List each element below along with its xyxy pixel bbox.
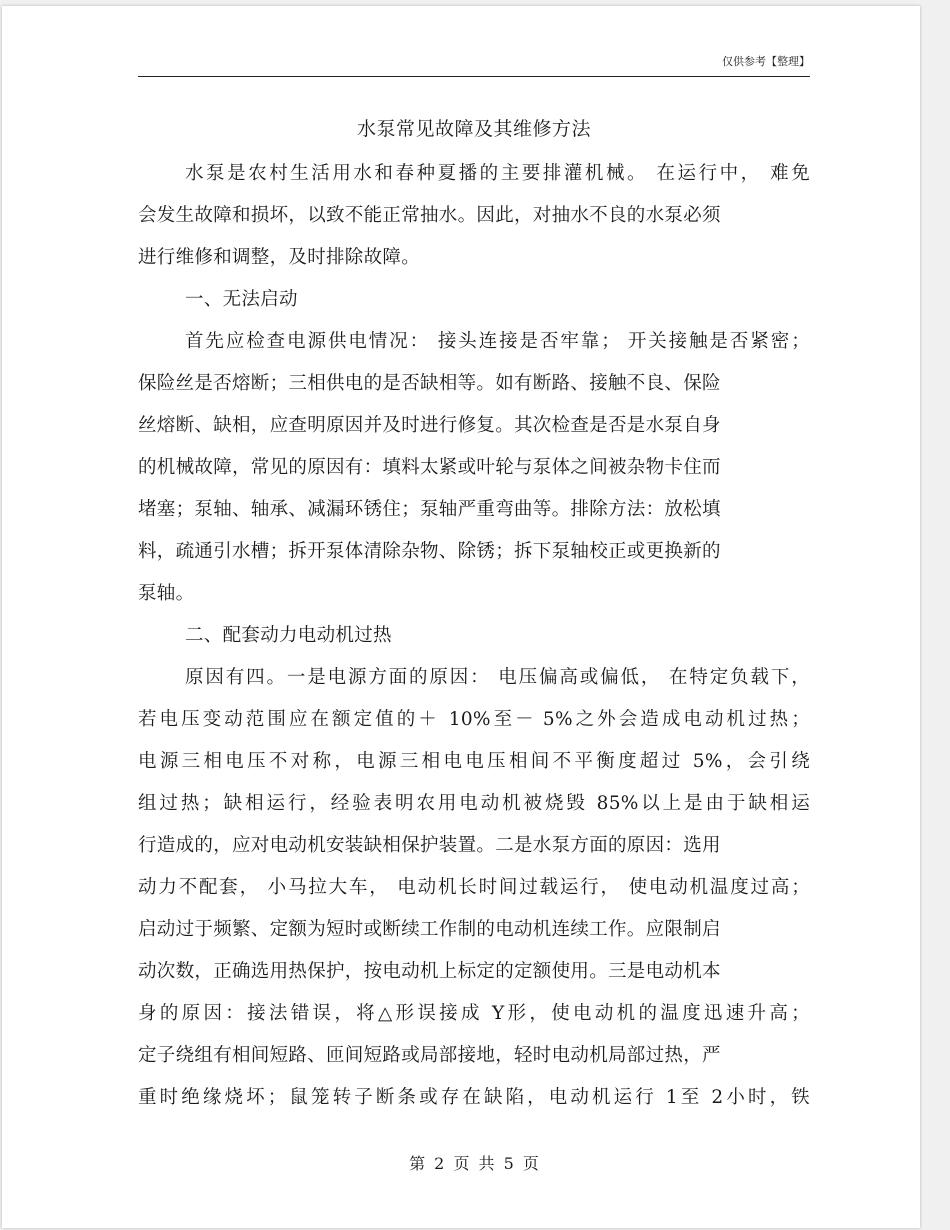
text-line: 定子绕组有相间短路、匝间短路或局部接地，轻时电动机局部过热，严 bbox=[138, 1045, 721, 1066]
text-line: 若电压变动范围应在额定值的＋ 10%至－ 5%之外会造成电动机过热； bbox=[138, 709, 810, 730]
text-line: 进行维修和调整，及时排除故障。 bbox=[138, 247, 421, 268]
text-line: 一、无法启动 bbox=[185, 289, 298, 310]
text-line: 料，疏通引水槽；拆开泵体清除杂物、除锈；拆下泵轴校正或更换新的 bbox=[138, 541, 721, 562]
text-line: 动次数，正确选用热保护，按电动机上标定的定额使用。三是电动机本 bbox=[138, 961, 721, 982]
document-body bbox=[138, 153, 810, 1119]
text-line: 首先应检查电源供电情况： 接头连接是否牢靠； 开关接触是否紧密； bbox=[185, 331, 810, 352]
text-line: 二、配套动力电动机过热 bbox=[185, 625, 392, 646]
page-header: 仅供参考【整理】 bbox=[138, 52, 810, 77]
text-line: 行造成的，应对电动机安装缺相保护装置。二是水泵方面的原因：选用 bbox=[138, 835, 721, 856]
text-line: 身的原因：接法错误，将△形误接成 Y形，使电动机的温度迅速升高； bbox=[138, 1003, 810, 1024]
text-line: 组过热；缺相运行，经验表明农用电动机被烧毁 85%以上是由于缺相运 bbox=[138, 793, 810, 814]
text-line: 重时绝缘烧坏；鼠笼转子断条或存在缺陷，电动机运行 1至 2小时，铁 bbox=[138, 1087, 810, 1108]
text-line: 电源三相电压不对称，电源三相电电压相间不平衡度超过 5%，会引绕 bbox=[138, 751, 810, 772]
text-line: 泵轴。 bbox=[138, 583, 195, 604]
text-line: 启动过于频繁、定额为短时或断续工作制的电动机连续工作。应限制启 bbox=[138, 919, 721, 940]
text-line: 的机械故障，常见的原因有：填料太紧或叶轮与泵体之间被杂物卡住而 bbox=[138, 457, 721, 478]
page-footer: 第 2 页 共 5 页 bbox=[409, 1154, 539, 1173]
text-line: 原因有四。一是电源方面的原因： 电压偏高或偏低， 在特定负载下， bbox=[185, 667, 810, 688]
text-line: 保险丝是否熔断；三相供电的是否缺相等。如有断路、接触不良、保险 bbox=[138, 373, 721, 394]
text-line: 动力不配套， 小马拉大车， 电动机长时间过载运行， 使电动机温度过高； bbox=[138, 877, 810, 898]
text-line: 会发生故障和损坏，以致不能正常抽水。因此，对抽水不良的水泵必须 bbox=[138, 205, 721, 226]
text-line: 水泵是农村生活用水和春种夏播的主要排灌机械。 在运行中， 难免 bbox=[185, 163, 810, 184]
text-line: 丝熔断、缺相，应查明原因并及时进行修复。其次检查是否是水泵自身 bbox=[138, 415, 721, 436]
document-title: 水泵常见故障及其维修方法 bbox=[356, 118, 591, 140]
text-line: 堵塞；泵轴、轴承、减漏环锈住；泵轴严重弯曲等。排除方法：放松填 bbox=[138, 499, 721, 520]
